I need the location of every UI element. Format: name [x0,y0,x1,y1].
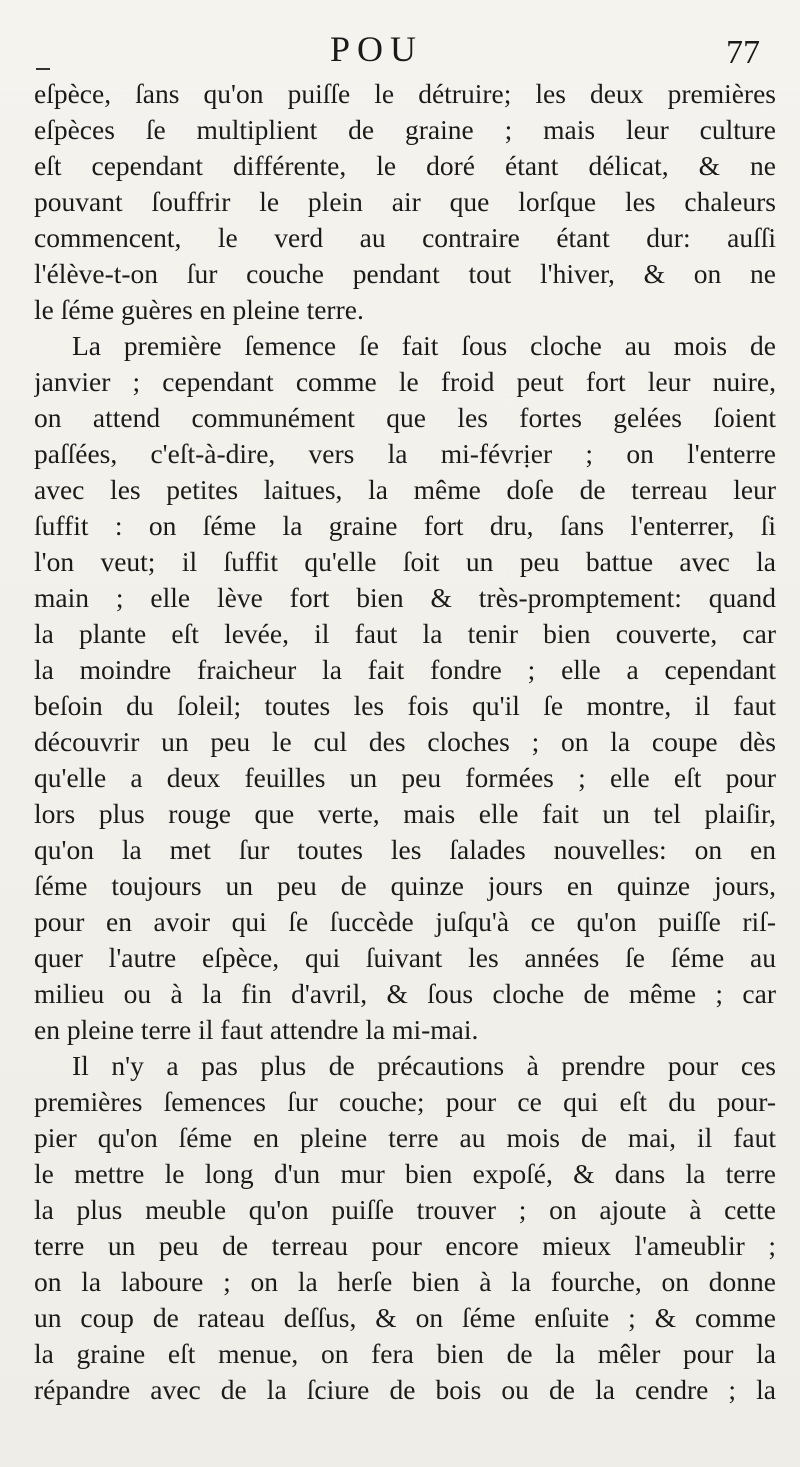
text-line: en pleine terre il faut attendre la mi-mai. [34,1014,479,1045]
text-line: on la laboure ; on la herſe bien à la fourche, on donne [34,1266,776,1297]
text-line: janvier ; cependant comme le froid peut fort leur nuire, [34,366,776,397]
text-line: la plus meuble qu'on puiſſe trouver ; on ajoute à cette [34,1194,776,1225]
running-head: POU [330,29,424,69]
text-line: qu'on la met ſur toutes les ſalades nouvelles: on en [34,834,776,865]
margin-mark [36,68,50,70]
text-line: premières ſemences ſur couche; pour ce qui eſt du pour- [34,1086,776,1117]
text-line: ſéme toujours un peu de quinze jours en quinze jours, [34,870,776,901]
text-line: découvrir un peu le cul des cloches ; on la coupe dès [34,726,776,757]
text-line: avec les petites laitues, la même doſe de terreau leur [34,474,776,505]
text-line: ſuffit : on ſéme la graine fort dru, ſans l'enterrer, ſi [34,510,776,541]
text-line: répandre avec de la ſciure de bois ou de la cendre ; la [34,1374,776,1405]
text-line: l'élève-t-on ſur couche pendant tout l'hiver, & on ne [34,258,776,289]
text-line: la moindre fraicheur la fait fondre ; elle a cependant [34,654,776,685]
text-line: l'on veut; il ſuffit qu'elle ſoit un peu battue avec la [34,546,776,577]
text-line: pier qu'on ſéme en pleine terre au mois de mai, il faut [34,1122,776,1153]
text-line: quer l'autre eſpèce, qui ſuivant les années ſe ſéme au [34,942,776,973]
text-line: le ſéme guères en pleine terre. [34,294,364,325]
text-line: eſpèce, ſans qu'on puiſſe le détruire; les deux premières [34,78,776,109]
text-line: milieu ou à la fin d'avril, & ſous cloche de même ; car [34,978,776,1009]
text-line: paſſées, c'eſt-à-dire, vers la mi-févrịer ; on l'enterre [34,438,776,469]
text-line: la graine eſt menue, on fera bien de la mêler pour la [34,1338,776,1369]
text-line: pour en avoir qui ſe ſuccède juſqu'à ce qu'on puiſſe riſ- [34,906,776,937]
text-line: beſoin du ſoleil; toutes les fois qu'il ſe montre, il faut [34,690,776,721]
text-line: qu'elle a deux feuilles un peu formées ; elle eſt pour [34,762,776,793]
text-line: la plante eſt levée, il faut la tenir bien couverte, car [34,618,776,649]
text-line: terre un peu de terreau pour encore mieux l'ameublir ; [34,1230,776,1261]
text-line: le mettre le long d'un mur bien expoſé, & dans la terre [34,1158,776,1189]
body-text [34,76,776,1408]
paragraph-first-line: Il n'y a pas plus de précautions à prendre pour ces [72,1050,776,1081]
text-line: eſt cependant différente, le doré étant délicat, & ne [34,150,776,181]
text-line: lors plus rouge que verte, mais elle fait un tel plaiſir, [34,798,776,829]
text-line: pouvant ſouffrir le plein air que lorſque les chaleurs [34,186,776,217]
text-line: eſpèces ſe multiplient de graine ; mais leur culture [34,114,776,145]
page-header [0,28,800,78]
text-line: commencent, le verd au contraire étant dur: auſſi [34,222,776,253]
page-number: 77 [726,34,760,71]
text-line: un coup de rateau deſſus, & on ſéme enſuite ; & comme [34,1302,776,1333]
paragraph-first-line: La première ſemence ſe fait ſous cloche au mois de [72,330,776,361]
text-line: main ; elle lève fort bien & très-promptement: quand [34,582,776,613]
text-line: on attend communément que les fortes gelées ſoient [34,402,776,433]
